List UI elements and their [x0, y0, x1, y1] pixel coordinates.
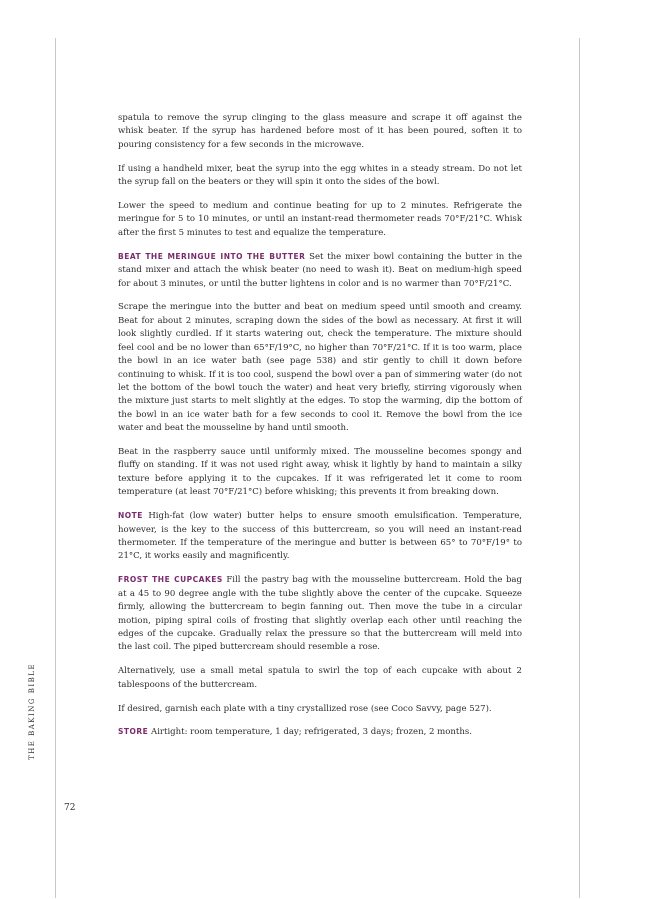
paragraph-text: Fill the pastry bag with the mousseline buttercream. Hold the bag at a 45 to 90 degree angle with the tube slightly above the center of the cupcake. Squeeze firmly, allowing the buttercream to begin fanning out. Then move the tube in a circular motion, piping spiral coils of frosting that slightly overlap each other until reaching the edges of the cupcake. Gradually relax the pressure so that the buttercream will meld into the last coil. The piped buttercream should resemble a rose. — [118, 575, 522, 653]
paragraph — [118, 573, 522, 654]
left-margin-rule — [55, 38, 56, 898]
paragraph-text: Scrape the meringue into the butter and beat on medium speed until smooth and creamy. Beat for about 2 minutes, scraping down the sides of the bowl as necessary. At first it will look slightly curdled. If it starts watering out, check the temperature. The mixture should feel cool and be no lower than 65°F/19°C, no higher than 70°F/21°C. If it is too warm, place the bowl in an ice water bath (see page 538) and stir gently to chill it down before continuing to whisk. If it is too cool, suspend the bowl over a pan of simmering water (do not let the bottom of the bowl touch the water) and heat very briefly, stirring vigorously when the mixture just starts to melt slightly at the edges. To stop the warming, dip the bottom of the bowl in an ice water bath for a few seconds to cool it. Remove the bowl from the ice water and beat the mousseline by hand until smooth. — [118, 302, 522, 434]
paragraph — [118, 664, 522, 692]
running-title: THE BAKING BIBLE — [28, 662, 36, 760]
paragraph-heading: STORE — [118, 727, 149, 737]
page-number: 72 — [64, 803, 76, 813]
paragraph-text: If desired, garnish each plate with a tiny crystallized rose (see Coco Savvy, page 527). — [118, 703, 492, 714]
paragraph — [118, 199, 522, 240]
paragraph — [118, 725, 522, 739]
paragraph-text: Set the mixer bowl containing the butter in the stand mixer and attach the whisk beater (no need to wash it). Beat on medium-high speed for about 3 minutes, or until the butter lightens in color and is no warmer than 70°F/21°C. — [118, 251, 523, 289]
paragraph-heading: BEAT THE MERINGUE INTO THE BUTTER — [118, 251, 306, 261]
right-margin-rule — [579, 38, 580, 898]
paragraph-text: spatula to remove the syrup clinging to the glass measure and scrape it off against the whisk beater. If the syrup has hardened before most of it has been poured, soften it to pouring consistency for a few seconds in the microwave. — [118, 113, 522, 150]
paragraph — [118, 162, 522, 190]
paragraph-heading: FROST THE CUPCAKES — [118, 575, 223, 585]
paragraph-text: Lower the speed to medium and continue beating for up to 2 minutes. Refrigerate the meringue for 5 to 10 minutes, or until an instant-read thermometer reads 70°F/21°C. Whisk after the first 5 minutes to test and equalize the temperature. — [118, 201, 522, 238]
paragraph-text: Alternatively, use a small metal spatula to swirl the top of each cupcake with about 2 tablespoons of the buttercream. — [118, 666, 522, 690]
paragraph-text: High-fat (low water) butter helps to ensure smooth emulsification. Temperature, however, is the key to the success of this buttercream, so you will need an instant-read thermometer. If the temperature of the meringue and butter is between 65° to 70°F/19° to 21°C, it works easily and magnificently. — [118, 511, 523, 562]
paragraph — [118, 111, 522, 152]
paragraph-text: Airtight: room temperature, 1 day; refrigerated, 3 days; frozen, 2 months. — [151, 727, 472, 738]
paragraph-text: Beat in the raspberry sauce until uniformly mixed. The mousseline becomes spongy and fluffy on standing. If it was not used right away, whisk it lightly by hand to maintain a silky texture before applying it to the cupcakes. If it was refrigerated let it come to room temperature (at least 70°F/21°C) before whisking; this prevents it from breaking down. — [118, 447, 522, 498]
paragraph — [118, 300, 522, 435]
paragraph-heading: NOTE — [118, 511, 143, 521]
paragraph — [118, 445, 522, 500]
paragraph — [118, 250, 522, 291]
paragraph — [118, 702, 522, 716]
paragraph — [118, 509, 522, 564]
paragraph-text: If using a handheld mixer, beat the syrup into the egg whites in a steady stream. Do not let the syrup fall on the beaters or they will spin it onto the sides of the bowl. — [118, 163, 522, 188]
recipe-body — [118, 111, 522, 749]
